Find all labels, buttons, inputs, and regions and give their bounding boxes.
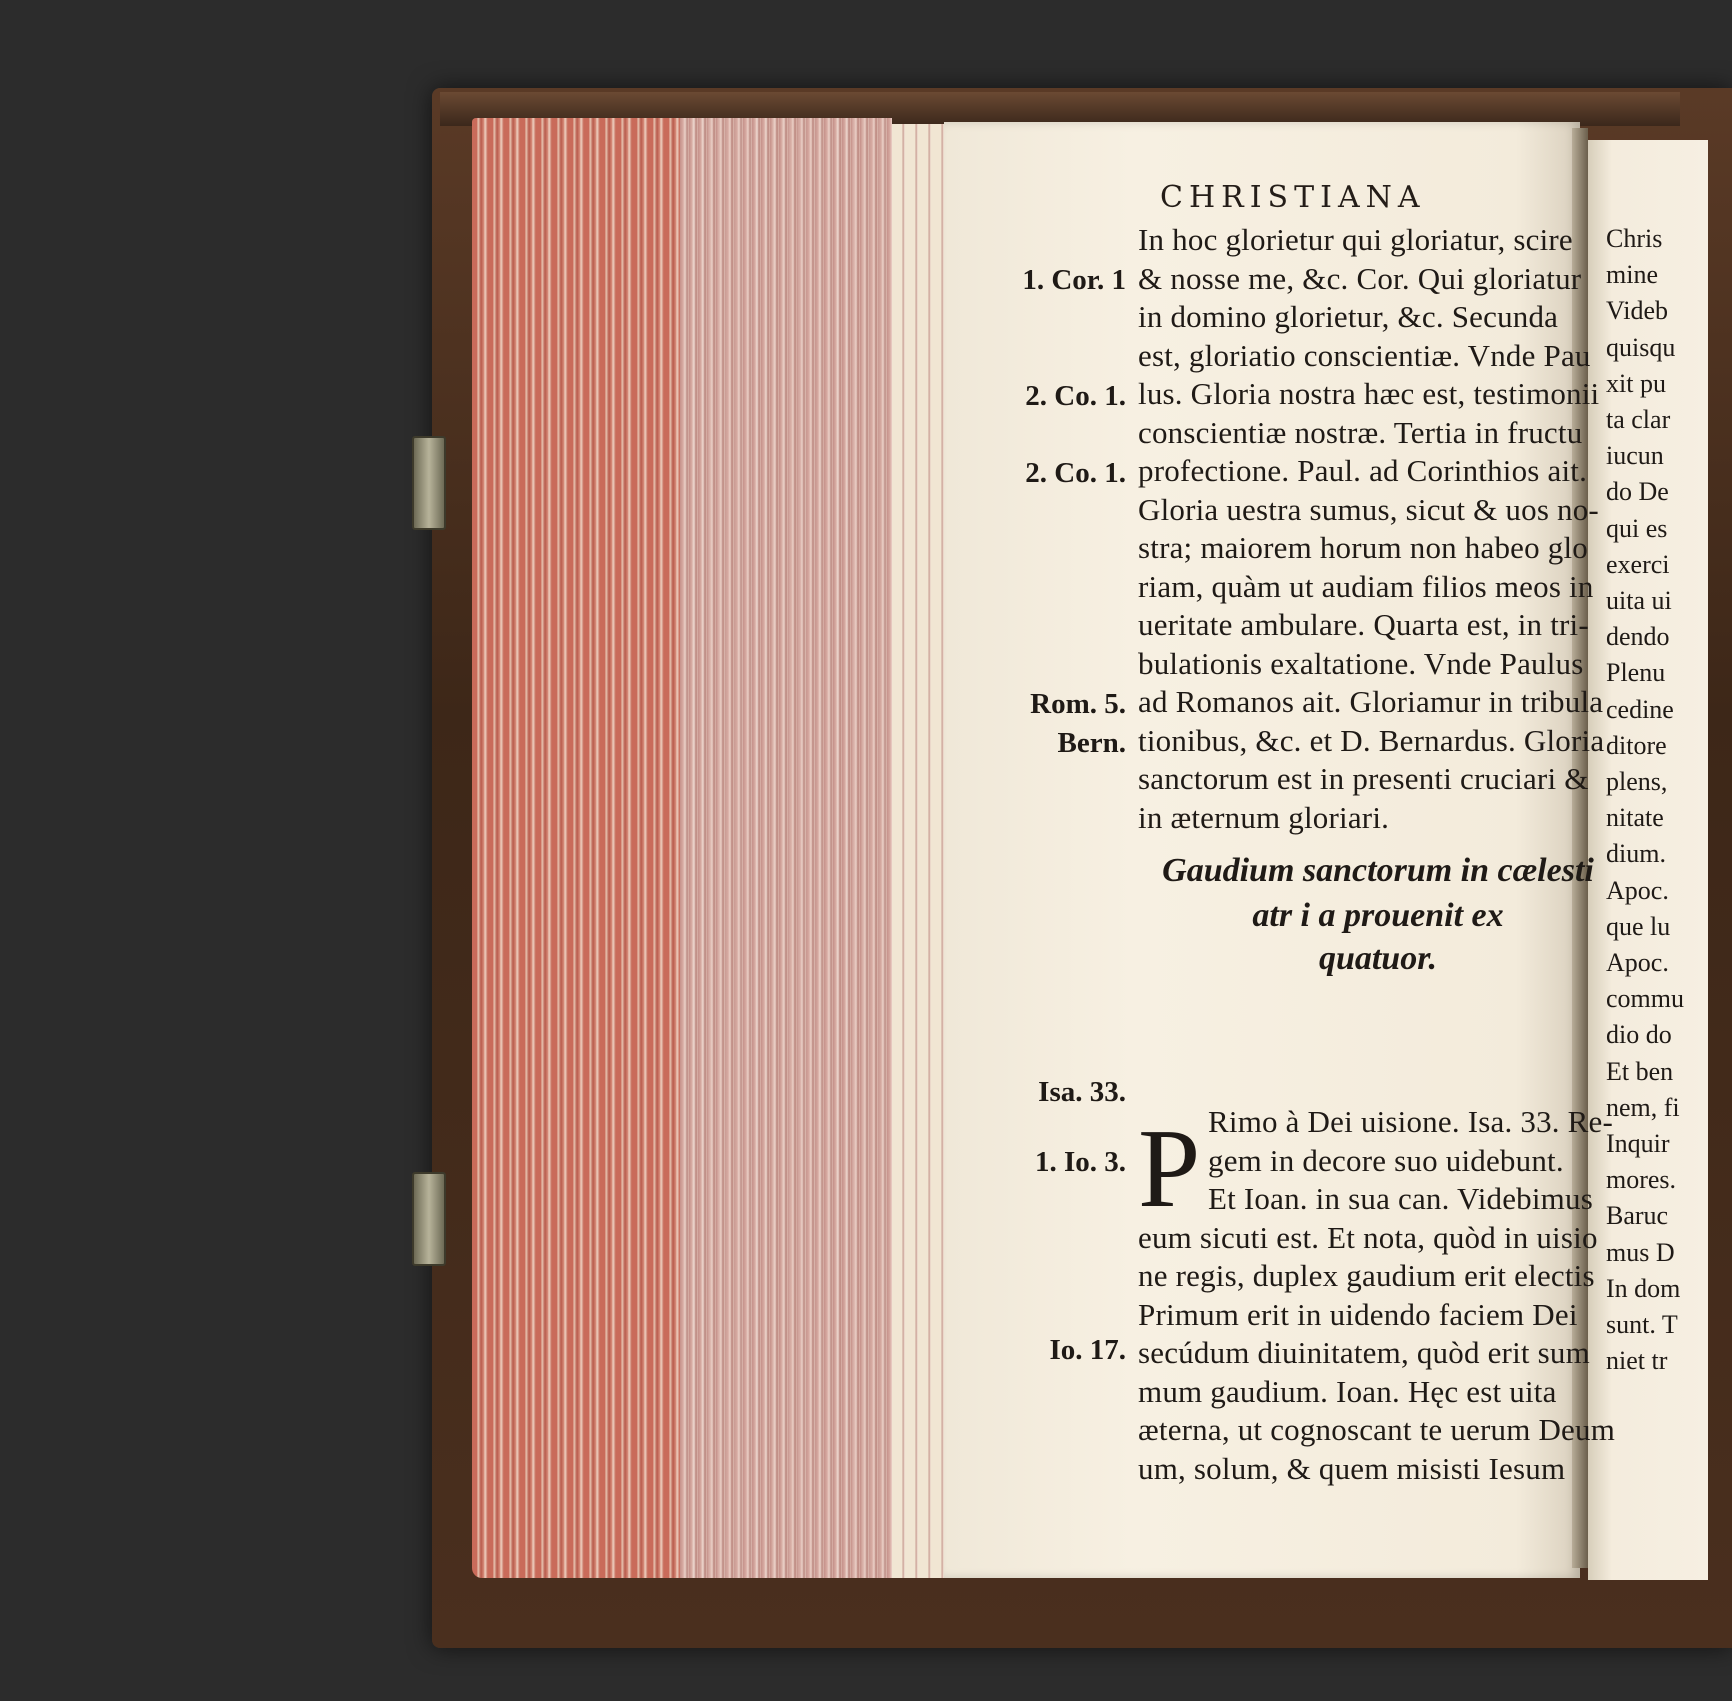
text-line: est, gloriatio conscientiæ. Vnde Pau — [1138, 337, 1591, 373]
text-line: mum gaudium. Ioan. Hęc est uita — [1138, 1373, 1557, 1409]
page-edges-faded — [680, 118, 892, 1578]
heading-line: atr i a prouenit ex — [1252, 897, 1504, 934]
page-edges-cream — [892, 124, 944, 1578]
right-page-line: xit pu — [1606, 368, 1666, 398]
margin-ref: 1. Cor. 1 — [1022, 264, 1126, 296]
running-head: CHRISTIANA — [1160, 180, 1426, 215]
right-page-line: Et ben — [1606, 1056, 1674, 1086]
text-line: æterna, ut cognoscant te uerum Deum — [1138, 1412, 1616, 1447]
margin-ref: Rom. 5. — [1030, 688, 1126, 720]
text-line: in æternum gloriari. — [1138, 799, 1390, 835]
right-page-line: qui es — [1606, 513, 1668, 543]
text-line: in domino glorietur, &c. Secunda — [1138, 299, 1559, 334]
text-line: ad Romanos ait. Gloriamur in tribula — [1138, 684, 1604, 719]
text-line: Gloria uestra sumus, sicut & uos no- — [1138, 491, 1599, 527]
margin-ref: Io. 17. — [1049, 1334, 1126, 1366]
margin-ref: 2. Co. 1. — [1025, 380, 1126, 412]
right-page-line: ditore — [1606, 730, 1667, 760]
text-line: In hoc glorietur qui gloriatur, scire — [1138, 222, 1573, 257]
text-line: conscientiæ nostræ. Tertia in fructu — [1138, 414, 1583, 450]
right-page-line: cedine — [1606, 694, 1674, 724]
right-page-line: Videb — [1606, 296, 1668, 326]
right-page-line: que lu — [1606, 911, 1671, 941]
right-page-line: dendo — [1606, 622, 1670, 652]
text-line: tionibus, &c. et D. Bernardus. Gloria — [1138, 722, 1605, 758]
right-page-line: nem, fi — [1606, 1092, 1680, 1122]
right-page-line: mine — [1606, 260, 1658, 290]
right-page-line: quisqu — [1606, 332, 1676, 362]
right-page-line: mus D — [1606, 1237, 1675, 1267]
right-page-line: niet tr — [1606, 1346, 1668, 1376]
right-page-line: Chris — [1606, 224, 1663, 253]
text-line: stra; maiorem horum non habeo glo — [1138, 530, 1588, 565]
right-page-line: Apoc. — [1606, 948, 1669, 977]
text-line: Primum erit in uidendo faciem Dei — [1138, 1296, 1578, 1332]
right-page-line: Baruc — [1606, 1201, 1669, 1231]
lower-clasp — [412, 1172, 446, 1266]
margin-ref: Isa. 33. — [1038, 1076, 1126, 1108]
drop-cap: P — [1138, 1107, 1201, 1231]
right-page-line: Apoc. — [1606, 875, 1669, 905]
text-line: ne regis, duplex gaudium erit electis — [1138, 1258, 1595, 1293]
right-page-line: commu — [1606, 984, 1684, 1014]
right-page-line: dium. — [1606, 839, 1666, 869]
text-line: sanctorum est in presenti cruciari & — [1138, 761, 1589, 796]
heading-line: quatuor. — [1318, 940, 1438, 977]
right-page-line: sunt. T — [1606, 1310, 1678, 1339]
text-line: Rimo à Dei uisione. Isa. 33. Re- — [1208, 1104, 1614, 1139]
margin-ref: Bern. — [1057, 727, 1126, 759]
heading-line: Gaudium sanctorum in cælesti — [1162, 852, 1594, 889]
right-page-line: mores. — [1606, 1165, 1677, 1195]
right-page-line: exerci — [1606, 549, 1670, 579]
right-page-line: ta clar — [1606, 405, 1671, 434]
right-page-line: plens, — [1606, 767, 1668, 796]
right-page-line: iucun — [1606, 441, 1664, 471]
text-line: profectione. Paul. ad Corinthios ait. — [1138, 453, 1588, 488]
upper-clasp — [412, 436, 446, 530]
right-page-line: dio do — [1606, 1020, 1672, 1050]
text-line: ueritate ambulare. Quarta est, in tri- — [1138, 607, 1589, 642]
text-line: & nosse me, &c. Cor. Qui gloriatur — [1138, 260, 1582, 296]
right-page-line: do De — [1606, 477, 1669, 507]
right-page-line: uita ui — [1606, 586, 1672, 615]
right-page-line: Inquir — [1606, 1129, 1670, 1158]
text-line: lus. Gloria nostra hæc est, testimonii — [1138, 376, 1600, 411]
text-line: riam, quàm ut audiam filios meos in — [1138, 568, 1594, 604]
margin-ref: 1. Io. 3. — [1034, 1146, 1126, 1178]
right-page-line: nitate — [1606, 803, 1664, 833]
text-line: secúdum diuinitatem, quòd erit sum — [1138, 1335, 1590, 1370]
right-page-line: Plenu — [1606, 658, 1666, 688]
margin-ref: 2. Co. 1. — [1025, 457, 1126, 489]
right-page-line: In dom — [1606, 1273, 1681, 1303]
text-line: eum sicuti est. Et nota, quòd in uisio — [1138, 1219, 1598, 1255]
text-line: bulationis exaltatione. Vnde Paulus — [1138, 645, 1584, 681]
text-line: gem in decore suo uidebunt. — [1208, 1142, 1564, 1178]
text-line: um, solum, & quem misisti Iesum — [1138, 1450, 1566, 1486]
text-line: Et Ioan. in sua can. Videbimus — [1208, 1181, 1593, 1216]
